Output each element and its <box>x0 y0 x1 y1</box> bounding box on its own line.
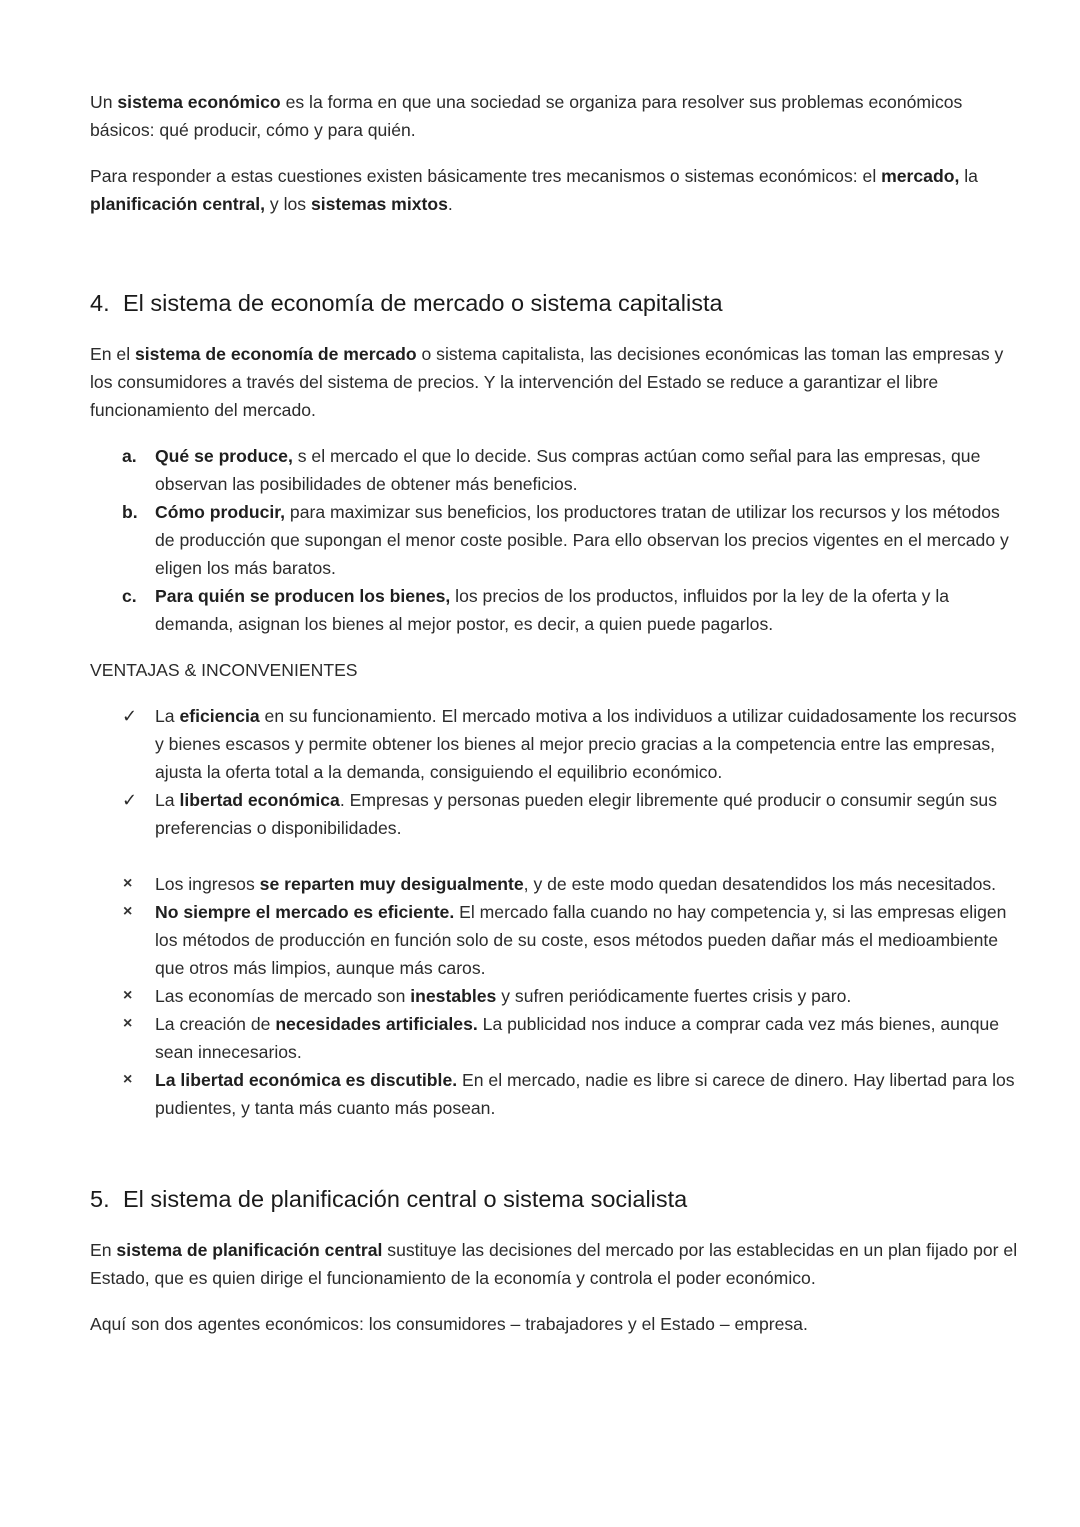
cross-icon: × <box>123 903 133 920</box>
list-item: ✓ La eficiencia en su funcionamiento. El mercado motiva a los individuos a utilizar cuidadosamente los recursos y bienes escasos y permite obtener los bienes al mejor precio gracias a la competencia entre las empresas, ajusta la oferta total a la demanda, consiguiendo el equilibrio económico. <box>90 702 1020 786</box>
list-item: × Los ingresos se reparten muy desigualmente, y de este modo quedan desatendidos los más necesitados. <box>90 870 1020 898</box>
cross-icon: × <box>123 875 133 892</box>
section-5-paragraph-1: En sistema de planificación central sustituye las decisiones del mercado por las establecidas en un plan fijado por el Estado, que es quien dirige el funcionamiento de la economía y controla el poder económico. <box>90 1240 1018 1288</box>
section-4-title: El sistema de economía de mercado o sistema capitalista <box>123 290 723 316</box>
advantages-list <box>90 702 1020 842</box>
document-content <box>90 88 1020 1338</box>
section-4-paragraph: En el sistema de economía de mercado o sistema capitalista, las decisiones económicas las toman las empresas y los consumidores a través del sistema de precios. Y la intervención del Estado se reduce a garantizar el libre funcionamiento del mercado. <box>90 344 1004 420</box>
list-item: × No siempre el mercado es eficiente. El mercado falla cuando no hay competencia y, si las empresas eligen los métodos de producción en función solo de su coste, esos métodos pueden dañar más el medioambiente que otros más limpios, aunque más caros. <box>90 898 1020 982</box>
cross-icon: × <box>123 1071 133 1088</box>
list-item: × La libertad económica es discutible. En el mercado, nadie es libre si carece de dinero. Hay libertad para los pudientes, y tanta más cuanto más posean. <box>90 1066 1020 1122</box>
section-5-title: El sistema de planificación central o sistema socialista <box>123 1186 688 1212</box>
list-item: × Las economías de mercado son inestables y sufren periódicamente fuertes crisis y paro. <box>90 982 1020 1010</box>
section-5-paragraph-2: Aquí son dos agentes económicos: los consumidores – trabajadores y el Estado – empresa. <box>90 1314 808 1334</box>
cross-icon: × <box>123 987 133 1004</box>
list-item: b. Cómo producir, para maximizar sus beneficios, los productores tratan de utilizar los recursos y los métodos de producción que supongan el menor coste posible. Para ello observan los precios vigentes en el mercado y eligen los más baratos. <box>122 502 1009 578</box>
check-icon: ✓ <box>122 706 138 726</box>
section-5-heading <box>90 1184 1020 1214</box>
check-icon: ✓ <box>122 790 138 810</box>
market-questions-list <box>90 442 1020 638</box>
intro-paragraph-2: Para responder a estas cuestiones existen básicamente tres mecanismos o sistemas económicos: el mercado, la planificación central, y los sistemas mixtos. <box>90 166 978 214</box>
list-item: × La creación de necesidades artificiales. La publicidad nos induce a comprar cada vez más bienes, aunque sean innecesarios. <box>90 1010 1020 1066</box>
list-item: c. Para quién se producen los bienes, los precios de los productos, influidos por la ley de la oferta y la demanda, asignan los bienes al mejor postor, es decir, a quien puede pagarlos. <box>122 586 950 634</box>
list-item: a. Qué se produce, s el mercado el que lo decide. Sus compras actúan como señal para las empresas, que observan las posibilidades de obtener más beneficios. <box>122 446 981 494</box>
section-4-number: 4. <box>90 290 110 316</box>
list-item: ✓ La libertad económica. Empresas y personas pueden elegir libremente qué producir o consumir según sus preferencias o disponibilidades. <box>90 786 1020 842</box>
spacer <box>90 1122 1020 1184</box>
section-4-heading <box>90 288 1020 318</box>
spacer <box>90 842 1020 870</box>
disadvantages-list <box>90 870 1020 1122</box>
cross-icon: × <box>123 1015 133 1032</box>
pros-cons-heading: VENTAJAS & INCONVENIENTES <box>90 660 358 680</box>
intro-paragraph-1: Un sistema económico es la forma en que una sociedad se organiza para resolver sus problemas económicos básicos: qué producir, cómo y para quién. <box>90 92 963 140</box>
section-5-number: 5. <box>90 1186 110 1212</box>
